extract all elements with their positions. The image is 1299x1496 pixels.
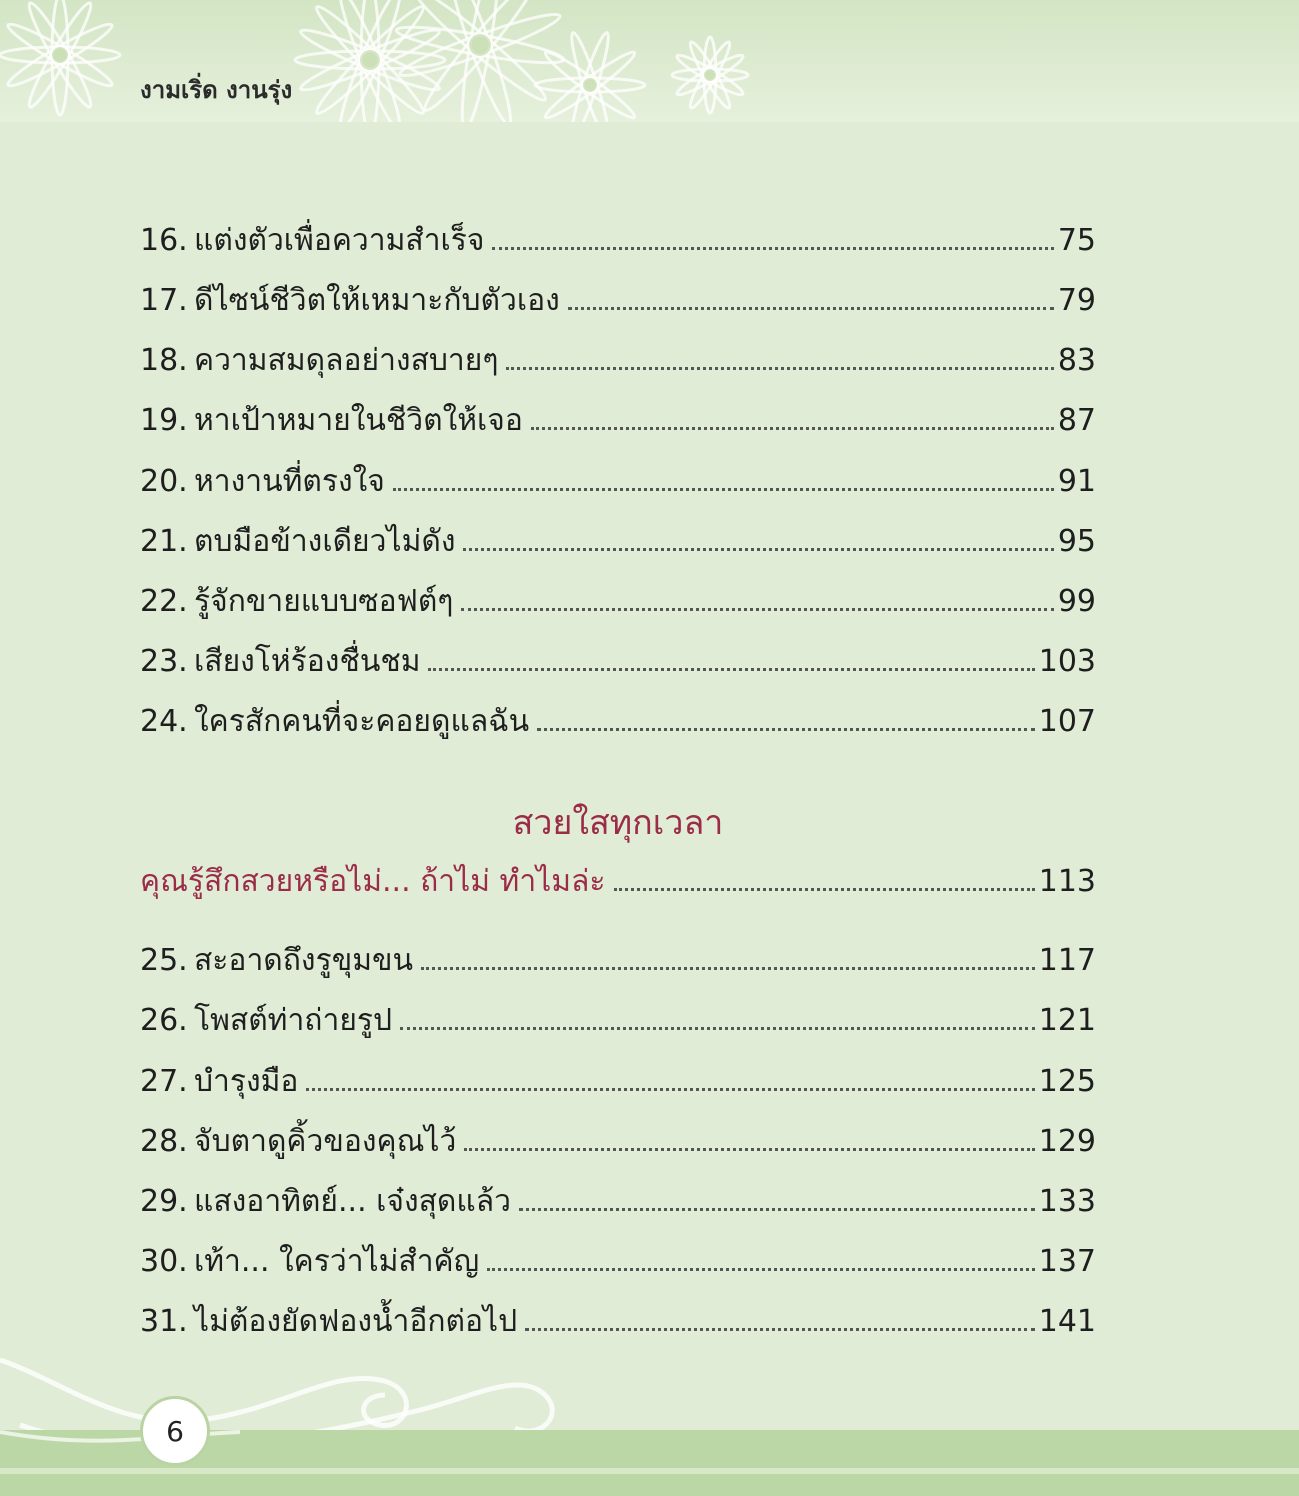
toc-entry-number: 24. (140, 704, 188, 739)
dot-leader (421, 967, 1035, 970)
toc-entry[interactable] (140, 458, 1096, 498)
section-intro-entry[interactable] (140, 858, 1096, 898)
toc-entry[interactable] (140, 578, 1096, 618)
toc-entry-page: 99 (1057, 584, 1096, 619)
toc-entry-number: 22. (140, 584, 188, 619)
toc-entry-number: 26. (140, 1003, 188, 1038)
dot-leader (525, 1328, 1035, 1331)
toc-entry[interactable] (140, 698, 1096, 738)
toc-entry[interactable] (140, 1058, 1096, 1098)
toc-entry-title: ไม่ต้องยัดฟองน้ำอีกต่อไป (194, 1304, 518, 1339)
toc-entry-title: เท้า... ใครว่าไม่สำคัญ (194, 1244, 480, 1279)
toc-entry-title: เสียงโห่ร้องชื่นชม (194, 644, 421, 679)
toc-entry[interactable] (140, 997, 1096, 1037)
toc-entry-number: 30. (140, 1244, 188, 1279)
dot-leader (400, 1027, 1035, 1030)
toc-entry-title: ตบมือข้างเดียวไม่ดัง (194, 524, 456, 559)
toc-entry[interactable] (140, 518, 1096, 558)
toc-entry[interactable] (140, 937, 1096, 977)
toc-entry-page: 121 (1038, 1003, 1096, 1038)
toc-entry-page: 129 (1038, 1124, 1096, 1159)
dot-leader (428, 668, 1034, 671)
dot-leader (506, 367, 1053, 370)
toc-entry-page: 141 (1038, 1304, 1096, 1339)
toc-entry-title: โพสต์ท่าถ่ายรูป (194, 1003, 393, 1038)
toc-entry-number: 31. (140, 1304, 188, 1339)
book-title: งามเริ่ด งานรุ่ง (140, 76, 293, 104)
toc-entry-title: บำรุงมือ (194, 1064, 299, 1099)
toc-entry[interactable] (140, 337, 1096, 377)
toc-entry-page: 87 (1057, 403, 1096, 438)
dot-leader (531, 427, 1054, 430)
toc-entry-title: สะอาดถึงรูขุมขน (194, 943, 413, 978)
toc-entry-page: 125 (1038, 1064, 1096, 1099)
toc-entry-page: 91 (1057, 464, 1096, 499)
toc-entry-page: 117 (1038, 943, 1096, 978)
dot-leader (464, 1148, 1034, 1151)
toc-entry-title: รู้จักขายแบบซอฟต์ๆ (194, 584, 454, 619)
toc-entry-title: ดีไซน์ชีวิตให้เหมาะกับตัวเอง (194, 283, 560, 318)
toc-entry-page: 75 (1057, 223, 1096, 258)
toc-entry-number: 16. (140, 223, 188, 258)
toc-entry-page: 83 (1057, 343, 1096, 378)
dot-leader (519, 1208, 1035, 1211)
page-number: 6 (140, 1396, 210, 1466)
dot-leader (461, 608, 1053, 611)
toc-entry-page: 133 (1038, 1184, 1096, 1219)
toc-entry[interactable] (140, 217, 1096, 257)
toc-entry-number: 23. (140, 644, 188, 679)
section-intro-page: 113 (1038, 864, 1096, 899)
toc-entry-title: หางานที่ตรงใจ (194, 464, 385, 499)
toc-entry-number: 20. (140, 464, 188, 499)
toc-entry-page: 95 (1057, 524, 1096, 559)
toc-entry-title: จับตาดูคิ้วของคุณไว้ (194, 1124, 457, 1159)
dot-leader (614, 888, 1035, 891)
toc-entry[interactable] (140, 1178, 1096, 1218)
toc-entry[interactable] (140, 397, 1096, 437)
toc-entry-page: 137 (1038, 1244, 1096, 1279)
toc-entry-title: แต่งตัวเพื่อความสำเร็จ (194, 223, 485, 258)
dot-leader (487, 1268, 1035, 1271)
toc-entry-title: ใครสักคนที่จะคอยดูแลฉัน (194, 704, 530, 739)
toc-entry[interactable] (140, 1238, 1096, 1278)
dot-leader (492, 247, 1053, 250)
toc-entry[interactable] (140, 277, 1096, 317)
toc-entry-number: 18. (140, 343, 188, 378)
toc-entry-number: 19. (140, 403, 188, 438)
dot-leader (463, 548, 1053, 551)
dot-leader (568, 307, 1054, 310)
toc-entry-title: ความสมดุลอย่างสบายๆ (194, 343, 499, 378)
dot-leader (306, 1088, 1034, 1091)
dot-leader (537, 728, 1035, 731)
toc-entry-number: 17. (140, 283, 188, 318)
dot-leader (393, 488, 1054, 491)
header-band (0, 0, 1299, 122)
toc-entry-page: 107 (1038, 704, 1096, 739)
toc-entry-title: แสงอาทิตย์... เจ๋งสุดแล้ว (194, 1184, 511, 1219)
toc-entry-number: 28. (140, 1124, 188, 1159)
toc-entry[interactable] (140, 1118, 1096, 1158)
toc-entry-title: หาเป้าหมายในชีวิตให้เจอ (194, 403, 523, 438)
toc-entry[interactable] (140, 1298, 1096, 1338)
section-intro-title: คุณรู้สึกสวยหรือไม่... ถ้าไม่ ทำไมล่ะ (140, 864, 606, 899)
toc-entry-number: 21. (140, 524, 188, 559)
toc-entry[interactable] (140, 638, 1096, 678)
toc-entry-number: 25. (140, 943, 188, 978)
toc-entry-number: 27. (140, 1064, 188, 1099)
section-heading: สวยใสทุกเวลา (512, 803, 724, 843)
toc-entry-page: 79 (1057, 283, 1096, 318)
toc-entry-number: 29. (140, 1184, 188, 1219)
toc-entry-page: 103 (1038, 644, 1096, 679)
